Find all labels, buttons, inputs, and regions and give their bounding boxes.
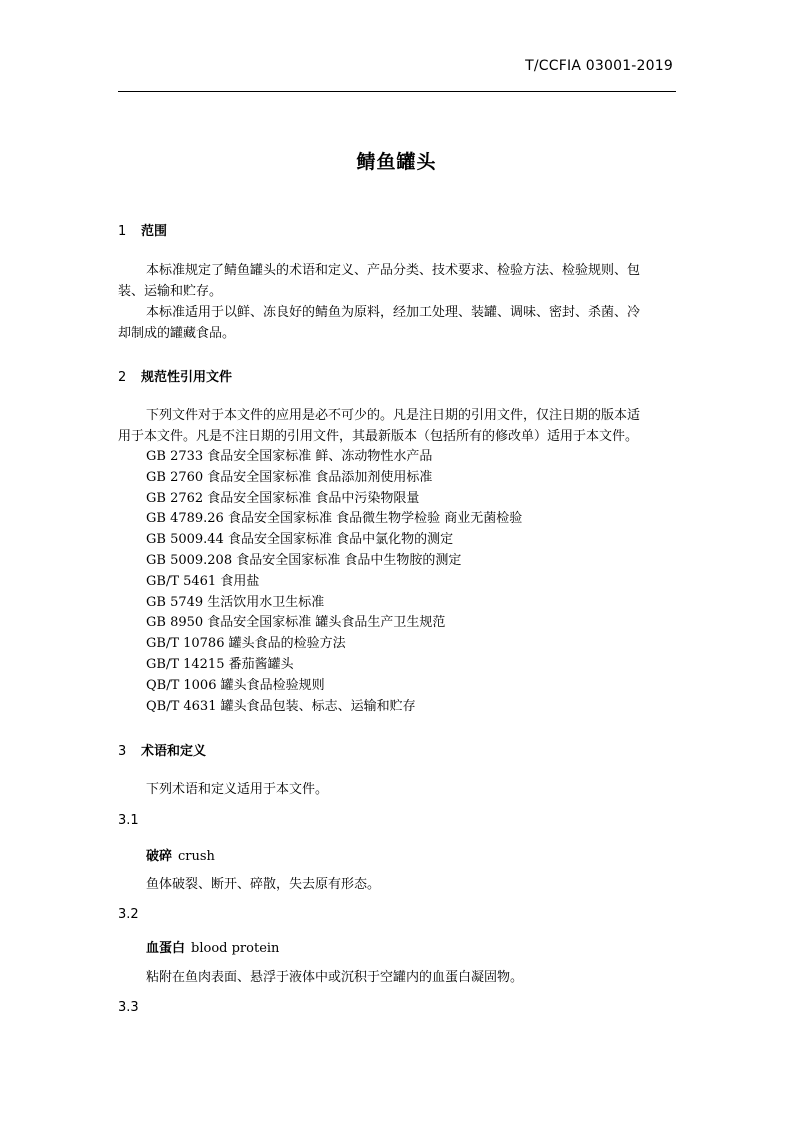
section-number: 1	[118, 224, 127, 239]
section-title: 范围	[141, 224, 168, 239]
term-entry	[146, 937, 279, 956]
section-title: 术语和定义	[141, 744, 207, 759]
reference-item: QB/T 1006 罐头食品检验规则	[146, 677, 325, 693]
reference-item: GB 2762 食品安全国家标准 食品中污染物限量	[146, 490, 420, 506]
section-2-heading	[118, 366, 232, 385]
term-number: 3.2	[118, 907, 139, 922]
refs-paragraph	[118, 405, 675, 447]
section-number: 3	[118, 744, 127, 759]
section-3-heading	[118, 740, 206, 759]
term-definition: 粘附在鱼肉表面、悬浮于液体中或沉积于空罐内的血蛋白凝固物。	[146, 970, 524, 985]
term-number: 3.3	[118, 1000, 139, 1015]
reference-item: GB 5749 生活饮用水卫生标准	[146, 594, 325, 610]
reference-item: GB/T 10786 罐头食品的检验方法	[146, 636, 346, 652]
scope-paragraph-1	[118, 260, 675, 302]
paragraph-line: 却制成的罐藏食品。	[118, 326, 236, 341]
section-number: 2	[118, 370, 127, 385]
reference-item: GB 2760 食品安全国家标准 食品添加剂使用标准	[146, 469, 433, 485]
reference-list	[146, 447, 522, 717]
scope-paragraph-2	[118, 302, 675, 344]
paragraph-line: 本标准适用于以鲜、冻良好的鲭鱼为原料，经加工处理、装罐、调味、密封、杀菌、冷	[146, 305, 641, 320]
reference-item: GB 8950 食品安全国家标准 罐头食品生产卫生规范	[146, 615, 446, 631]
section-title: 规范性引用文件	[141, 370, 233, 385]
header-rule	[118, 91, 676, 92]
term-english: crush	[178, 849, 215, 864]
section-1-heading	[118, 220, 167, 239]
reference-item: QB/T 4631 罐头食品包装、标志、运输和贮存	[146, 698, 416, 714]
paragraph-line: 装、运输和贮存。	[118, 284, 223, 299]
paragraph-line: 下列文件对于本文件的应用是必不可少的。凡是注日期的引用文件，仅注日期的版本适	[146, 408, 641, 423]
term-english: blood protein	[191, 941, 280, 956]
term-definition: 鱼体破裂、断开、碎散，失去原有形态。	[146, 877, 381, 892]
document-title: 鲭鱼罐头	[356, 151, 437, 173]
term-entry	[146, 845, 215, 864]
reference-item: GB 5009.44 食品安全国家标准 食品中氯化物的测定	[146, 532, 454, 548]
reference-item: GB 4789.26 食品安全国家标准 食品微生物学检验 商业无菌检验	[146, 511, 523, 527]
term-chinese: 血蛋白	[146, 941, 186, 956]
terms-intro: 下列术语和定义适用于本文件。	[146, 782, 329, 797]
reference-item: GB 2733 食品安全国家标准 鲜、冻动物性水产品	[146, 449, 433, 464]
header-std-code: T/CCFIA 03001-2019	[525, 58, 673, 74]
paragraph-line: 用于本文件。凡是不注日期的引用文件，其最新版本（包括所有的修改单）适用于本文件。	[118, 429, 639, 444]
paragraph-line: 本标准规定了鲭鱼罐头的术语和定义、产品分类、技术要求、检验方法、检验规则、包	[146, 263, 641, 278]
reference-item: GB 5009.208 食品安全国家标准 食品中生物胺的测定	[146, 552, 462, 568]
reference-item: GB/T 5461 食用盐	[146, 573, 260, 589]
term-chinese: 破碎	[146, 849, 173, 864]
term-number: 3.1	[118, 813, 139, 828]
reference-item: GB/T 14215 番茄酱罐头	[146, 656, 294, 672]
